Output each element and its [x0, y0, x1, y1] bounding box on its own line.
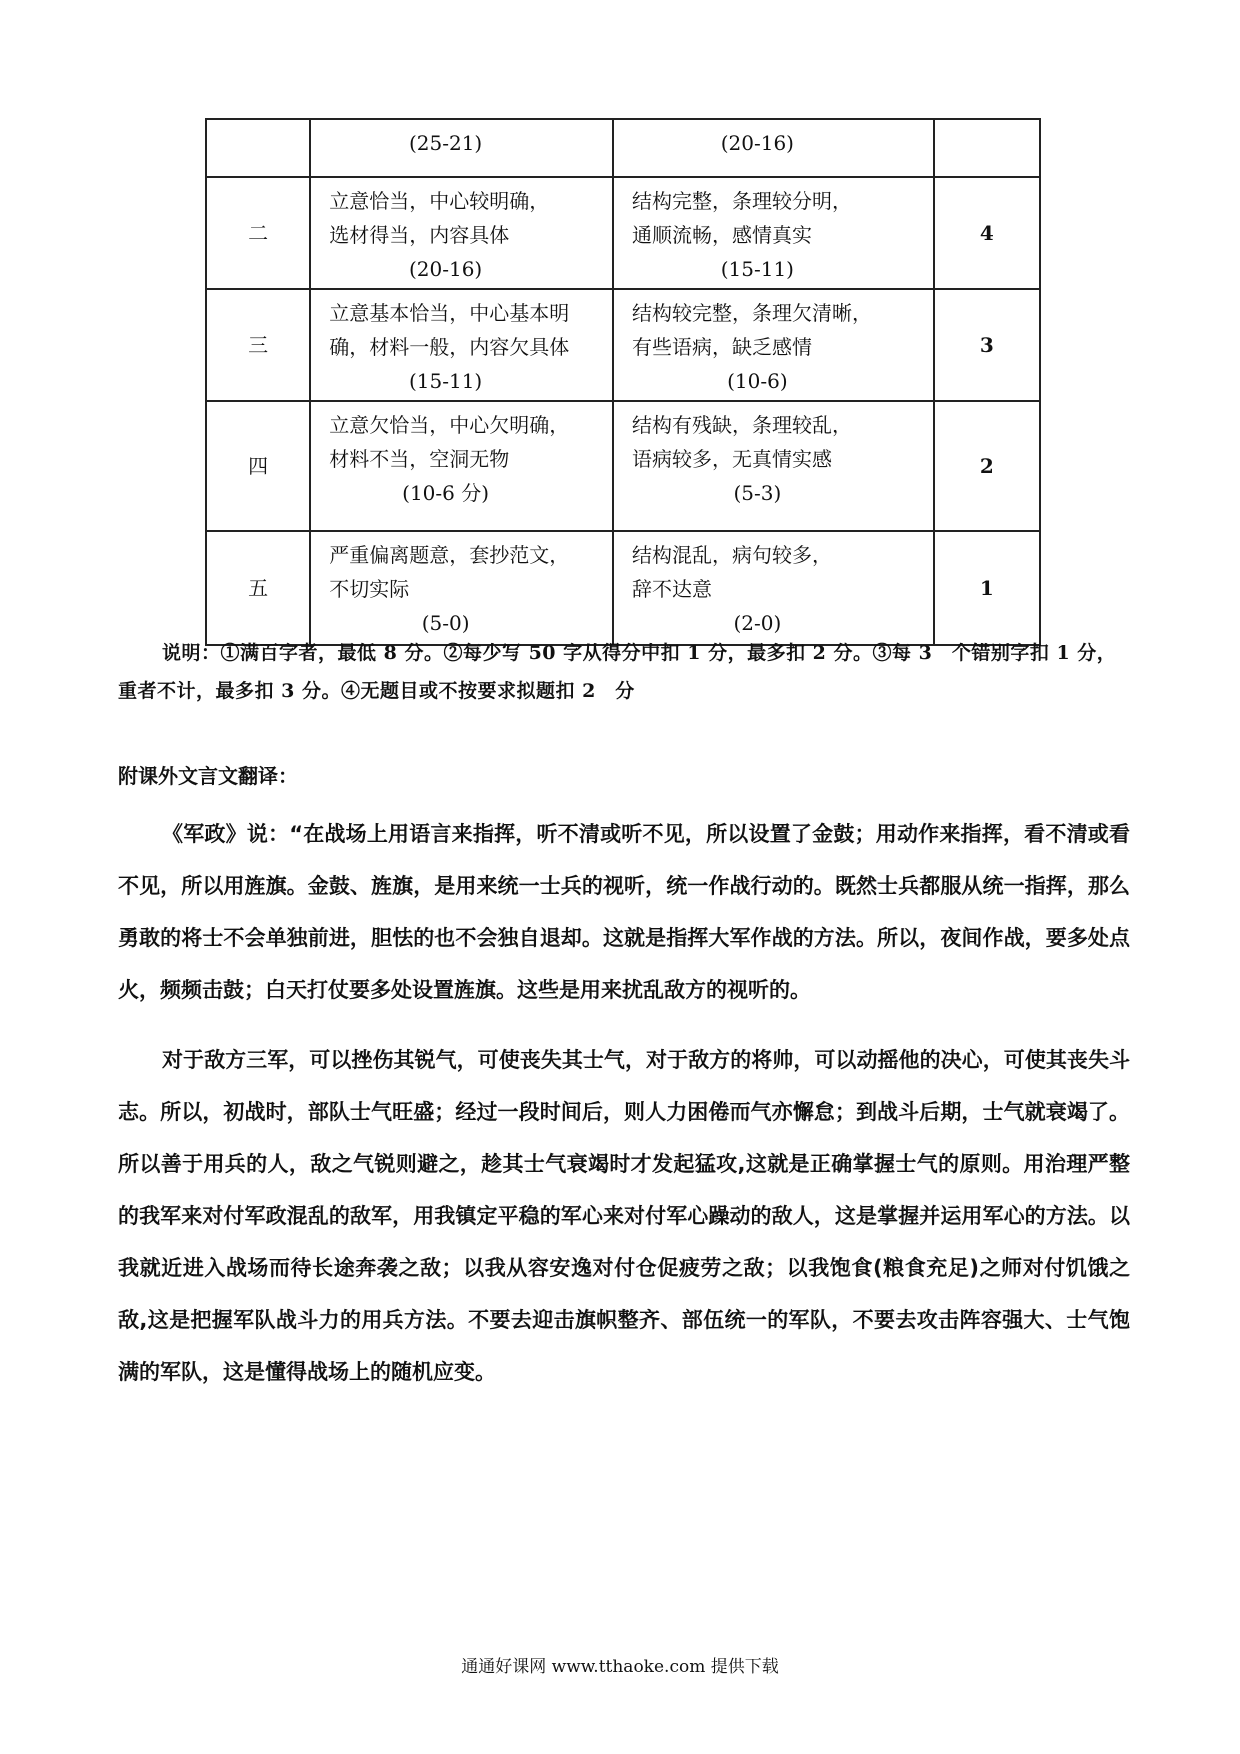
content-line: 材料不当，空洞无物: [329, 447, 510, 471]
grading-table: [205, 118, 1041, 646]
content-line: 立意恰当，中心较明确，: [329, 189, 550, 213]
translation-title: 附课外文言文翻译：: [118, 764, 298, 788]
content-cell: [310, 289, 613, 401]
expression-line: 结构完整，条理较分明，: [631, 189, 852, 213]
content-line: 严重偏离题意，套抄范文，: [329, 543, 570, 567]
level-cell: 三: [206, 289, 310, 401]
content-score-range: (5-0): [421, 611, 470, 635]
grading-note: 说明：①满百字者，最低 8 分。②每少写 50 字从得分中扣 1 分，最多扣 2 分。③每 3 个错别字扣 1 分，重者不计，最多扣 3 分。④无题目或不按要求拟题扣 2 分: [118, 642, 1117, 702]
content-score-range: (15-11): [408, 369, 483, 393]
table-row: [206, 401, 1040, 531]
content-line: 选材得当，内容具体: [329, 223, 510, 247]
level-cell: 二: [206, 177, 310, 289]
expression-line: 辞不达意: [631, 577, 712, 601]
score-cell: 4: [934, 177, 1040, 289]
score-cell: 3: [934, 289, 1040, 401]
table-row: [206, 531, 1040, 645]
expression-cell: [613, 119, 934, 177]
content-score-range: (10-6 分): [402, 481, 490, 505]
expression-cell: [613, 531, 934, 645]
expression-line: 结构有残缺，条理较乱，: [631, 413, 852, 437]
content-cell: [310, 531, 613, 645]
expression-line: 有些语病，缺乏感情: [631, 335, 812, 359]
translation-paragraph: 《军政》说：“在战场上用语言来指挥，听不清或听不见，所以设置了金鼓；用动作来指挥，看不清或看不见，所以用旌旗。金鼓、旌旗，是用来统一士兵的视听，统一作战行动的。既然士兵都服从统一指挥，那么勇敢的将士不会单独前进，胆怯的也不会独自退却。这就是指挥大军作战的方法。所以，夜间作战，要多处点火，频频击鼓；白天打仗要多处设置旌旗。这些是用来扰乱敌方的视听的。: [118, 822, 1130, 1002]
score-cell: 2: [934, 401, 1040, 531]
translation-paragraph: 对于敌方三军，可以挫伤其锐气，可使丧失其士气，对于敌方的将帅，可以动摇他的决心，可使其丧失斗志。所以，初战时，部队士气旺盛；经过一段时间后，则人力困倦而气亦懈怠；到战斗后期，士气就衰竭了。所以善于用兵的人，敌之气锐则避之，趁其士气衰竭时才发起猛攻,这就是正确掌握士气的原则。用治理严整的我军来对付军政混乱的敌军，用我镇定平稳的军心来对付军心躁动的敌人，这是掌握并运用军心的方法。以我就近进入战场而待长途奔袭之敌；以我从容安逸对付仓促疲劳之敌；以我饱食(粮食充足)之师对付饥饿之敌,这是把握军队战斗力的用兵方法。不要去迎击旗帜整齐、部伍统一的军队，不要去攻击阵容强大、士气饱满的军队，这是懂得战场上的随机应变。: [118, 1048, 1130, 1384]
content-line: 立意欠恰当，中心欠明确，: [329, 413, 570, 437]
content-line: 不切实际: [329, 577, 410, 601]
level-cell: [206, 119, 310, 177]
level-cell: 四: [206, 401, 310, 531]
content-score-range: (20-16): [408, 257, 483, 281]
expression-line: 结构混乱，病句较多，: [631, 543, 832, 567]
table-row: [206, 119, 1040, 177]
expression-line: 语病较多，无真情实感: [631, 447, 832, 471]
content-score-range: (25-21): [408, 131, 483, 155]
score-cell: 1: [934, 531, 1040, 645]
page-footer: 通通好课网 www.tthaoke.com 提供下载: [461, 1657, 779, 1677]
table-row: [206, 289, 1040, 401]
expression-cell: [613, 289, 934, 401]
level-cell: 五: [206, 531, 310, 645]
expression-line: 结构较完整，条理欠清晰，: [631, 301, 872, 325]
content-cell: [310, 177, 613, 289]
expression-score-range: (20-16): [720, 131, 794, 155]
expression-cell: [613, 401, 934, 531]
table-row: [206, 177, 1040, 289]
content-line: 立意基本恰当，中心基本明: [329, 301, 570, 325]
translation-body: [118, 808, 1130, 1416]
content-cell: [310, 119, 613, 177]
expression-line: 通顺流畅，感情真实: [631, 223, 812, 247]
expression-score-range: (15-11): [720, 257, 794, 281]
score-cell: [934, 119, 1040, 177]
expression-score-range: (2-0): [733, 611, 782, 635]
content-cell: [310, 401, 613, 531]
expression-cell: [613, 177, 934, 289]
expression-score-range: (10-6): [727, 369, 788, 393]
content-line: 确，材料一般，内容欠具体: [329, 335, 570, 359]
expression-score-range: (5-3): [733, 481, 782, 505]
